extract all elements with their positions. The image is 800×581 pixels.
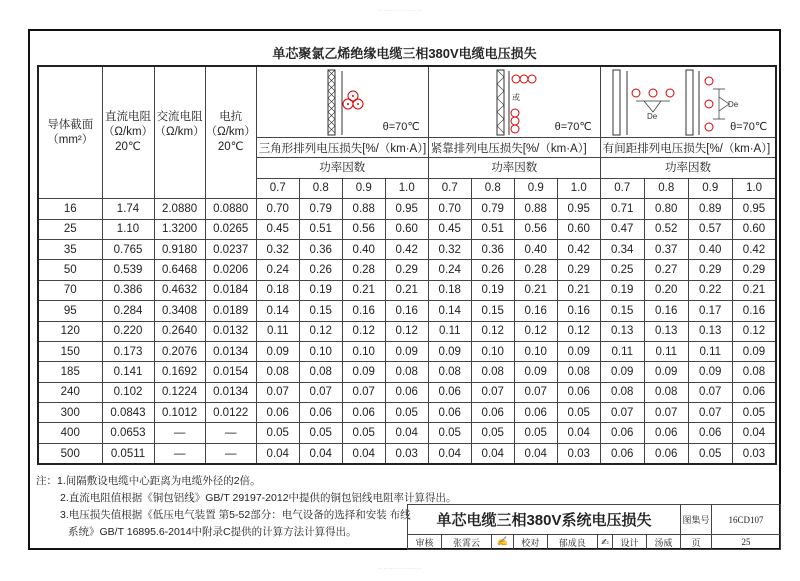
header-dc-resistance: [102, 66, 154, 199]
value-cell: 0.04: [299, 443, 342, 464]
power-factor-value: 0.7: [256, 178, 299, 198]
value-cell: 0.0206: [205, 260, 256, 280]
power-factor-value: 1.0: [732, 178, 776, 198]
table-row: [38, 280, 776, 300]
value-cell: 0.06: [514, 403, 557, 423]
table-row: [38, 321, 776, 341]
value-cell: 0.0511: [102, 443, 154, 464]
value-cell: 0.70: [428, 199, 471, 219]
value-cell: 0.0132: [205, 321, 256, 341]
value-cell: 0.05: [428, 423, 471, 443]
atlas-label: 图集号: [681, 505, 712, 535]
value-cell: 0.386: [102, 280, 154, 300]
or-label: 或: [511, 93, 520, 102]
value-cell: 0.09: [428, 341, 471, 361]
value-cell: 0.79: [299, 199, 342, 219]
value-cell: 0.15: [299, 301, 342, 321]
section-cell: 240: [38, 382, 102, 402]
value-cell: 0.0265: [205, 219, 256, 239]
header-text: （Ω/km）: [154, 126, 205, 139]
header-text: 直流电阻: [105, 111, 151, 124]
value-cell: 0.12: [557, 321, 600, 341]
value-cell: 0.08: [600, 382, 644, 402]
header-text: （Ω/km）: [102, 126, 154, 139]
value-cell: 0.42: [732, 239, 776, 259]
value-cell: 0.765: [102, 239, 154, 259]
value-cell: 0.21: [514, 280, 557, 300]
value-cell: 0.13: [688, 321, 732, 341]
value-cell: 0.16: [557, 301, 600, 321]
value-cell: 0.03: [557, 443, 600, 464]
value-cell: 0.07: [688, 382, 732, 402]
power-factor-label: 功率因数: [600, 158, 776, 178]
value-cell: 0.06: [688, 423, 732, 443]
value-cell: 0.19: [600, 280, 644, 300]
value-cell: 0.06: [732, 382, 776, 402]
value-cell: 0.29: [557, 260, 600, 280]
value-cell: 0.10: [299, 341, 342, 361]
value-cell: 0.0843: [102, 403, 154, 423]
value-cell: 0.88: [514, 199, 557, 219]
value-cell: 0.1012: [154, 403, 205, 423]
value-cell: 0.06: [385, 382, 428, 402]
value-cell: 0.04: [732, 423, 776, 443]
value-cell: 0.18: [256, 280, 299, 300]
diagram-spaced: [600, 66, 776, 138]
value-cell: 0.34: [600, 239, 644, 259]
power-factor-label: 功率因数: [428, 158, 600, 178]
value-cell: 0.05: [688, 443, 732, 464]
value-cell: 0.06: [644, 423, 688, 443]
value-cell: 0.284: [102, 301, 154, 321]
value-cell: 0.45: [256, 219, 299, 239]
value-cell: 0.06: [342, 403, 385, 423]
header-reactance: [205, 66, 256, 199]
value-cell: 0.09: [385, 341, 428, 361]
value-cell: 0.26: [299, 260, 342, 280]
table-row: [38, 382, 776, 402]
value-cell: 0.21: [342, 280, 385, 300]
value-cell: 0.15: [471, 301, 514, 321]
value-cell: 0.13: [600, 321, 644, 341]
value-cell: 0.08: [471, 362, 514, 382]
value-cell: 0.06: [471, 403, 514, 423]
value-cell: 0.08: [385, 362, 428, 382]
value-cell: 0.11: [644, 341, 688, 361]
value-cell: 0.03: [385, 443, 428, 464]
value-cell: 0.95: [557, 199, 600, 219]
value-cell: 0.03: [732, 443, 776, 464]
value-cell: 0.60: [385, 219, 428, 239]
value-cell: 0.09: [256, 341, 299, 361]
table-row: [38, 239, 776, 259]
value-cell: 0.16: [644, 301, 688, 321]
value-cell: 0.05: [299, 423, 342, 443]
table-row: [38, 199, 776, 219]
table-row: [38, 219, 776, 239]
value-cell: 0.13: [644, 321, 688, 341]
value-cell: 0.0880: [205, 199, 256, 219]
value-cell: 0.08: [256, 362, 299, 382]
value-cell: 0.05: [732, 403, 776, 423]
note-3-cont: 系统》GB/T 16895.6-2014中附录C提供的计算方法计算得出。: [68, 526, 357, 538]
table-row: [38, 423, 776, 443]
power-factor-value: 0.8: [471, 178, 514, 198]
header-text: （Ω/km）: [205, 126, 256, 139]
value-cell: 0.80: [644, 199, 688, 219]
value-cell: 0.04: [256, 443, 299, 464]
value-cell: 0.09: [600, 362, 644, 382]
review-label: 审核: [408, 535, 442, 550]
value-cell: 0.05: [256, 423, 299, 443]
value-cell: 0.32: [428, 239, 471, 259]
value-cell: 0.79: [471, 199, 514, 219]
value-cell: 0.60: [557, 219, 600, 239]
value-cell: 0.539: [102, 260, 154, 280]
value-cell: 0.09: [644, 362, 688, 382]
watermark-bottom: · · · · · · · · · · · · · · · · · ·: [378, 566, 422, 571]
value-cell: —: [154, 423, 205, 443]
value-cell: 0.95: [732, 199, 776, 219]
value-cell: 0.11: [428, 321, 471, 341]
value-cell: 0.95: [385, 199, 428, 219]
note-3: 3.电压损失值根据《低压电气装置 第5-52部分：电气设备的选择和安装 布线: [60, 509, 411, 521]
value-cell: 0.36: [471, 239, 514, 259]
value-cell: 0.25: [600, 260, 644, 280]
temperature-label: θ=70℃: [382, 121, 420, 133]
value-cell: 0.12: [471, 321, 514, 341]
value-cell: 0.07: [514, 382, 557, 402]
value-cell: 0.09: [342, 362, 385, 382]
value-cell: 0.05: [342, 423, 385, 443]
value-cell: —: [205, 423, 256, 443]
value-cell: 0.09: [557, 341, 600, 361]
value-cell: 0.2076: [154, 341, 205, 361]
table-row: [38, 403, 776, 423]
value-cell: 0.06: [428, 403, 471, 423]
value-cell: 0.0653: [102, 423, 154, 443]
value-cell: 0.45: [428, 219, 471, 239]
notes: [36, 473, 457, 541]
value-cell: 0.40: [342, 239, 385, 259]
value-cell: 0.220: [102, 321, 154, 341]
value-cell: 0.17: [688, 301, 732, 321]
value-cell: 0.56: [514, 219, 557, 239]
value-cell: 0.05: [471, 423, 514, 443]
value-cell: 0.71: [600, 199, 644, 219]
value-cell: 0.10: [514, 341, 557, 361]
value-cell: 0.4632: [154, 280, 205, 300]
table-row: [38, 341, 776, 361]
reviewer-name: 张霄云: [441, 535, 491, 550]
value-cell: 0.60: [732, 219, 776, 239]
value-cell: 0.32: [256, 239, 299, 259]
header-ac-resistance: [154, 66, 205, 199]
diagram-trefoil: [256, 66, 428, 138]
value-cell: 0.89: [688, 199, 732, 219]
power-factor-value: 0.8: [299, 178, 342, 198]
value-cell: 0.9180: [154, 239, 205, 259]
value-cell: 0.42: [557, 239, 600, 259]
value-cell: 0.3408: [154, 301, 205, 321]
table-row: [38, 362, 776, 382]
value-cell: 0.16: [342, 301, 385, 321]
section-cell: 50: [38, 260, 102, 280]
value-cell: 0.05: [514, 423, 557, 443]
value-cell: 0.21: [385, 280, 428, 300]
watermark-top: · · · · · · · · · · · · · · · · · ·: [378, 8, 422, 13]
value-cell: 0.20: [644, 280, 688, 300]
table-row: [38, 260, 776, 280]
atlas-number: 16CD107: [712, 505, 781, 535]
value-cell: 0.24: [428, 260, 471, 280]
value-cell: 0.27: [644, 260, 688, 280]
value-cell: 0.0154: [205, 362, 256, 382]
value-cell: 0.07: [644, 403, 688, 423]
group-label-trefoil: 三角形排列电压损失[%/（km·A）]: [256, 138, 428, 158]
value-cell: 0.141: [102, 362, 154, 382]
value-cell: 0.28: [514, 260, 557, 280]
header-section: 导体截面（mm²）: [38, 66, 102, 199]
table-row: [38, 301, 776, 321]
value-cell: 0.14: [428, 301, 471, 321]
section-cell: 300: [38, 403, 102, 423]
value-cell: —: [154, 443, 205, 464]
designer-name: 汤威: [646, 535, 680, 550]
power-factor-value: 0.9: [342, 178, 385, 198]
value-cell: 0.40: [688, 239, 732, 259]
value-cell: 0.07: [256, 382, 299, 402]
value-cell: 0.51: [471, 219, 514, 239]
value-cell: 0.18: [428, 280, 471, 300]
section-cell: 25: [38, 219, 102, 239]
value-cell: 0.04: [428, 443, 471, 464]
value-cell: 0.09: [688, 362, 732, 382]
value-cell: 0.05: [557, 403, 600, 423]
de-label: De: [727, 100, 738, 109]
power-factor-value: 0.9: [514, 178, 557, 198]
design-label: 设计: [613, 535, 647, 550]
value-cell: 0.0184: [205, 280, 256, 300]
value-cell: 0.07: [688, 403, 732, 423]
section-cell: 95: [38, 301, 102, 321]
value-cell: 0.24: [256, 260, 299, 280]
note-1: 注：1.间隔敷设电缆中心距离为电缆外径的2倍。: [36, 475, 261, 487]
temperature-label: θ=70℃: [554, 121, 592, 133]
value-cell: 0.22: [688, 280, 732, 300]
value-cell: 2.0880: [154, 199, 205, 219]
value-cell: 0.57: [688, 219, 732, 239]
value-cell: 0.0134: [205, 382, 256, 402]
value-cell: 0.42: [385, 239, 428, 259]
value-cell: 0.29: [385, 260, 428, 280]
value-cell: 0.08: [644, 382, 688, 402]
value-cell: 0.0189: [205, 301, 256, 321]
checker-name: 郁成良: [547, 535, 597, 550]
value-cell: 0.06: [557, 382, 600, 402]
value-cell: 0.06: [428, 382, 471, 402]
value-cell: 0.2640: [154, 321, 205, 341]
value-cell: 0.06: [299, 403, 342, 423]
group-label-touching: 紧靠排列电压损失[%/（km·A）]: [428, 138, 600, 158]
section-cell: 185: [38, 362, 102, 382]
value-cell: 0.21: [732, 280, 776, 300]
value-cell: 0.1692: [154, 362, 205, 382]
value-cell: 0.12: [514, 321, 557, 341]
value-cell: 0.29: [688, 260, 732, 280]
checker-signature: ✍: [597, 535, 612, 550]
drawing-frame: [28, 29, 781, 550]
value-cell: 0.11: [688, 341, 732, 361]
value-cell: 0.70: [256, 199, 299, 219]
note-2: 2.直流电阻值根据《铜包铝线》GB/T 29197-2012中提供的铜包铝线电阻率计算得出。: [60, 492, 457, 504]
value-cell: 0.51: [299, 219, 342, 239]
value-cell: 0.06: [600, 443, 644, 464]
title-block: [407, 504, 781, 550]
value-cell: 0.37: [644, 239, 688, 259]
table-title: 单芯聚氯乙烯绝缘电缆三相380V电缆电压损失: [272, 46, 537, 61]
value-cell: 0.21: [557, 280, 600, 300]
value-cell: 0.15: [600, 301, 644, 321]
value-cell: 0.06: [256, 403, 299, 423]
value-cell: 0.09: [732, 341, 776, 361]
value-cell: 0.09: [514, 362, 557, 382]
value-cell: 1.10: [102, 219, 154, 239]
value-cell: 0.08: [732, 362, 776, 382]
de-label: De: [646, 112, 657, 121]
value-cell: 0.04: [514, 443, 557, 464]
section-cell: 500: [38, 443, 102, 464]
group-label-spaced: 有间距排列电压损失[%/（km·A）]: [600, 138, 776, 158]
temperature-label: θ=70℃: [730, 121, 768, 133]
value-cell: 0.11: [256, 321, 299, 341]
value-cell: 0.04: [385, 423, 428, 443]
value-cell: 0.07: [600, 403, 644, 423]
header-text: 20℃: [217, 141, 244, 154]
value-cell: 0.102: [102, 382, 154, 402]
section-cell: 120: [38, 321, 102, 341]
value-cell: 0.29: [732, 260, 776, 280]
value-cell: 0.04: [342, 443, 385, 464]
power-factor-value: 0.7: [428, 178, 471, 198]
value-cell: 0.07: [299, 382, 342, 402]
value-cell: 0.07: [342, 382, 385, 402]
value-cell: 0.1224: [154, 382, 205, 402]
value-cell: 1.74: [102, 199, 154, 219]
value-cell: 0.06: [600, 423, 644, 443]
value-cell: 0.08: [428, 362, 471, 382]
page-number: 25: [712, 535, 781, 550]
value-cell: 0.04: [557, 423, 600, 443]
value-cell: 0.14: [256, 301, 299, 321]
value-cell: 0.0134: [205, 341, 256, 361]
page-label: 页: [681, 535, 712, 550]
value-cell: 0.07: [471, 382, 514, 402]
value-cell: 0.05: [385, 403, 428, 423]
voltage-loss-table: [37, 65, 777, 465]
value-cell: 0.19: [299, 280, 342, 300]
value-cell: 0.16: [385, 301, 428, 321]
drawing-title: 单芯电缆三相380V系统电压损失: [408, 505, 681, 535]
section-cell: 70: [38, 280, 102, 300]
value-cell: 0.16: [732, 301, 776, 321]
value-cell: 1.3200: [154, 219, 205, 239]
value-cell: 0.10: [342, 341, 385, 361]
value-cell: 0.06: [644, 443, 688, 464]
value-cell: 0.0237: [205, 239, 256, 259]
check-label: 校对: [513, 535, 547, 550]
diagram-touching: [428, 66, 600, 138]
value-cell: 0.19: [471, 280, 514, 300]
value-cell: 0.47: [600, 219, 644, 239]
power-factor-label: 功率因数: [256, 158, 428, 178]
table-row: [38, 443, 776, 464]
value-cell: 0.12: [732, 321, 776, 341]
header-text: 20℃: [115, 141, 141, 154]
power-factor-value: 0.7: [600, 178, 644, 198]
value-cell: 0.36: [299, 239, 342, 259]
reviewer-signature: ✍: [491, 535, 513, 550]
value-cell: 0.11: [600, 341, 644, 361]
value-cell: 0.04: [471, 443, 514, 464]
section-cell: 400: [38, 423, 102, 443]
section-cell: 35: [38, 239, 102, 259]
value-cell: 0.12: [342, 321, 385, 341]
value-cell: 0.12: [385, 321, 428, 341]
value-cell: 0.52: [644, 219, 688, 239]
power-factor-value: 1.0: [385, 178, 428, 198]
value-cell: 0.6468: [154, 260, 205, 280]
section-cell: 150: [38, 341, 102, 361]
value-cell: 0.12: [299, 321, 342, 341]
value-cell: 0.0122: [205, 403, 256, 423]
power-factor-value: 1.0: [557, 178, 600, 198]
value-cell: 0.28: [342, 260, 385, 280]
value-cell: 0.08: [299, 362, 342, 382]
value-cell: —: [205, 443, 256, 464]
header-text: 电抗: [219, 111, 243, 124]
value-cell: 0.16: [514, 301, 557, 321]
value-cell: 0.56: [342, 219, 385, 239]
header-text: 交流电阻: [156, 111, 203, 124]
value-cell: 0.88: [342, 199, 385, 219]
power-factor-value: 0.9: [688, 178, 732, 198]
value-cell: 0.08: [557, 362, 600, 382]
value-cell: 0.10: [471, 341, 514, 361]
power-factor-value: 0.8: [644, 178, 688, 198]
value-cell: 0.40: [514, 239, 557, 259]
value-cell: 0.173: [102, 341, 154, 361]
section-cell: 16: [38, 199, 102, 219]
value-cell: 0.26: [471, 260, 514, 280]
